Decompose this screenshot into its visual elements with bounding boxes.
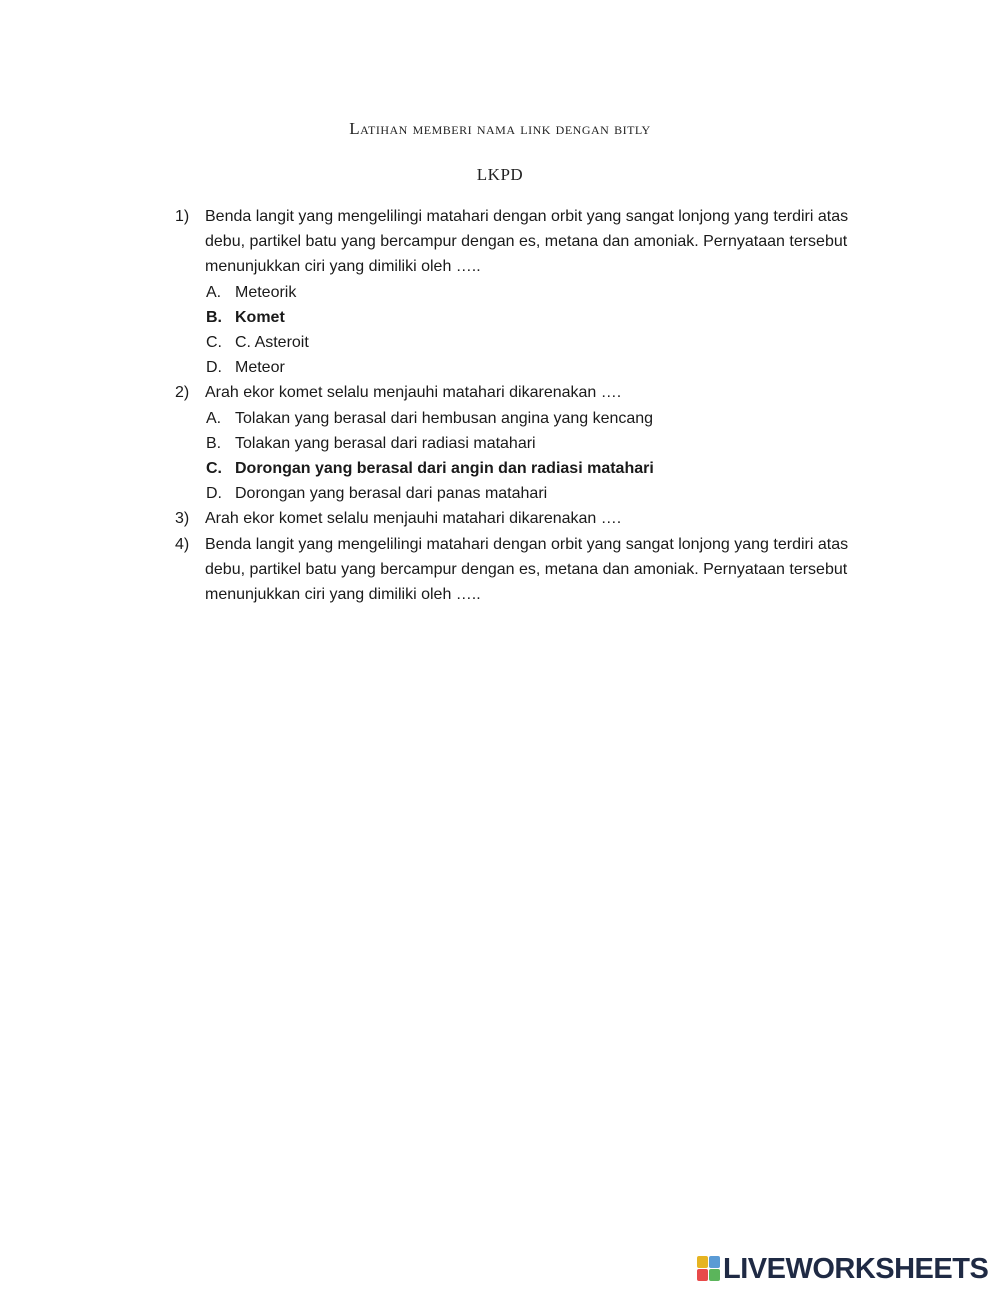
question-number: 3) <box>175 510 190 528</box>
option-text: Dorongan yang berasal dari panas matahari <box>235 485 548 503</box>
question-number: 1) <box>175 208 190 225</box>
option-text: Meteor <box>235 359 285 377</box>
option-1d <box>175 355 875 380</box>
question-number: 2) <box>175 384 190 402</box>
liveworksheets-wordmark: LIVEWORKSHEETS <box>723 1252 989 1285</box>
document-title: Latihan memberi nama link dengan bitly <box>349 119 651 138</box>
question-4 <box>175 532 875 608</box>
question-text: Benda langit yang mengelilingi matahari dengan orbit yang sangat lonjong yang terdiri atas debu, partikel batu yang bercampur dengan es, metana dan amoniak. Pernyataan tersebut menunjukkan ciri yang dimiliki oleh ….. <box>205 208 849 276</box>
question-2 <box>175 380 875 405</box>
document-subtitle: LKPD <box>476 165 524 184</box>
question-text: Arah ekor komet selalu menjauhi matahari dikarenakan …. <box>205 510 622 528</box>
option-letter: C. <box>206 334 222 352</box>
question-1 <box>175 204 875 280</box>
option-letter: B. <box>206 434 222 452</box>
option-letter: A. <box>206 409 222 427</box>
option-2b <box>175 431 875 456</box>
question-text: Benda langit yang mengelilingi matahari dengan orbit yang sangat lonjong yang terdiri atas debu, partikel batu yang bercampur dengan es, metana dan amoniak. Pernyataan tersebut menunjukkan ciri yang dimiliki oleh ….. <box>205 535 849 604</box>
option-2a <box>175 406 875 431</box>
option-letter: D. <box>206 359 222 377</box>
option-letter: D. <box>206 485 222 503</box>
option-text: C. Asteroit <box>235 334 309 352</box>
question-list <box>175 204 875 607</box>
option-letter: A. <box>206 283 222 301</box>
option-text: Tolakan yang berasal dari hembusan angina yang kencang <box>235 409 654 427</box>
option-1c <box>175 330 875 355</box>
option-text: Dorongan yang berasal dari angin dan radiasi matahari <box>235 460 654 478</box>
liveworksheets-logo <box>697 1254 988 1284</box>
option-text: Komet <box>235 308 285 326</box>
question-3 <box>175 506 875 531</box>
option-text: Meteorik <box>235 283 297 301</box>
option-text: Tolakan yang berasal dari radiasi matahari <box>235 434 536 452</box>
option-2c <box>175 456 875 481</box>
question-text: Arah ekor komet selalu menjauhi matahari dikarenakan …. <box>205 384 622 402</box>
option-letter: B. <box>206 308 222 326</box>
option-1a <box>175 280 875 305</box>
option-2d <box>175 481 875 506</box>
question-number: 4) <box>175 535 190 553</box>
option-1b <box>175 305 875 330</box>
liveworksheets-mark-icon <box>697 1256 721 1282</box>
option-letter: C. <box>206 460 222 478</box>
